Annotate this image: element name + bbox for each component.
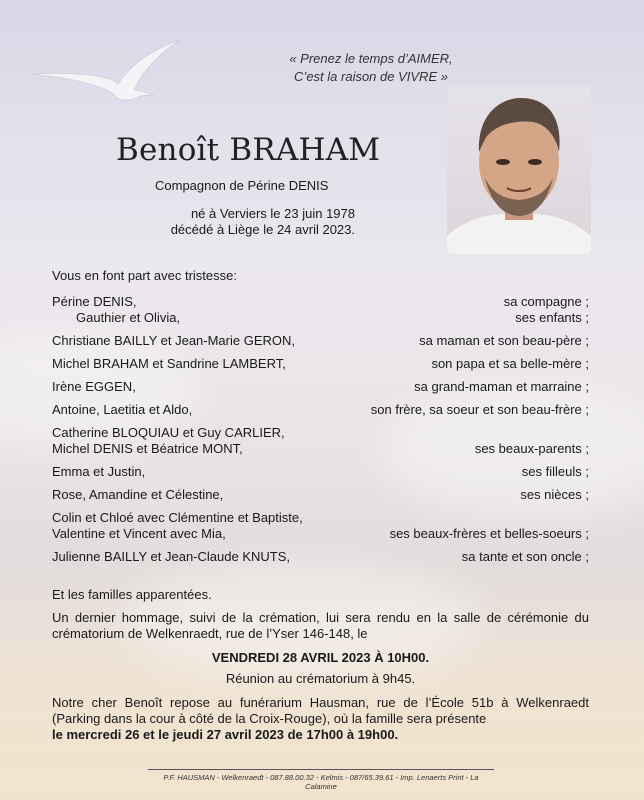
family-relation: sa maman et son beau-père ; [419,333,589,348]
seagull-icon [30,36,185,106]
family-members: Valentine et Vincent avec Mia, [52,526,226,541]
footer-credits: P.F. HAUSMAN - Welkenraedt - 087.88.00.32 - Kelmis - 087/65.39.61 - Imp. Lenaerts Print - La Calamine [163,773,479,791]
family-members: Julienne BAILLY et Jean-Claude KNUTS, [52,549,290,564]
ceremony-text: Un dernier hommage, suivi de la crémation, lui sera rendu en la salle de cérémonie du crématorium de Welkenraedt, rue de l’Yser 146-148, le [52,610,589,641]
intro-text: Vous en font part avec tristesse: [52,268,237,283]
ceremony-date: VENDREDI 28 AVRIL 2023 À 10H00. [211,650,430,665]
family-relation: ses filleuls ; [521,464,589,479]
family-members: Antoine, Laetitia et Aldo, [52,402,193,417]
family-members: Christiane BAILLY et Jean-Marie GERON, [52,333,296,348]
family-members: Catherine BLOQUIAU et Guy CARLIER, [52,425,285,440]
visitation-dates: le mercredi 26 et le jeudi 27 avril 2023 de 17h00 à 19h00. [52,727,399,742]
birth-line: né à Verviers le 23 juin 1978 [190,206,355,221]
quote-line-1: « Prenez le temps d’AIMER, [289,51,453,66]
family-relation: sa grand-maman et marraine ; [414,379,589,394]
quote [276,50,466,86]
companion-line: Compagnon de Périne DENIS [155,178,329,193]
family-relation: son frère, sa soeur et son beau-frère ; [370,402,589,417]
quote-line-2: C’est la raison de VIVRE » [294,69,448,84]
family-members: Michel DENIS et Béatrice MONT, [52,441,243,456]
footer-divider [148,769,494,770]
family-relation: sa compagne ; [503,294,589,309]
death-line: décédé à Liège le 24 avril 2023. [170,222,355,237]
portrait-photo [447,86,591,254]
family-relation: son papa et sa belle-mère ; [431,356,589,371]
family-members: Colin et Chloé avec Clémentine et Baptiste, [52,510,303,525]
family-members: Emma et Justin, [52,464,146,479]
deceased-name: Benoît BRAHAM [116,132,381,168]
family-members: Michel BRAHAM et Sandrine LAMBERT, [52,356,286,371]
family-relation: ses beaux-frères et belles-soeurs ; [389,526,589,541]
birth-death-info [150,206,355,238]
family-members: Gauthier et Olivia, [76,310,181,325]
visitation-text: Notre cher Benoît repose au funérarium Hausman, rue de l’École 51b à Welkenraedt (Parking dans la cour à côté de la Croix-Rouge), où la famille sera présente [52,695,589,726]
family-relation: ses enfants ; [515,310,589,325]
family-relation: ses nièces ; [520,487,589,502]
family-members: Irène EGGEN, [52,379,136,394]
family-relation: sa tante et son oncle ; [461,549,589,564]
family-relation: ses beaux-parents ; [474,441,589,456]
family-members: Périne DENIS, [52,294,137,309]
family-members: Rose, Amandine et Célestine, [52,487,224,502]
families-line: Et les familles apparentées. [52,587,212,602]
meeting-time: Réunion au crématorium à 9h45. [225,671,416,686]
